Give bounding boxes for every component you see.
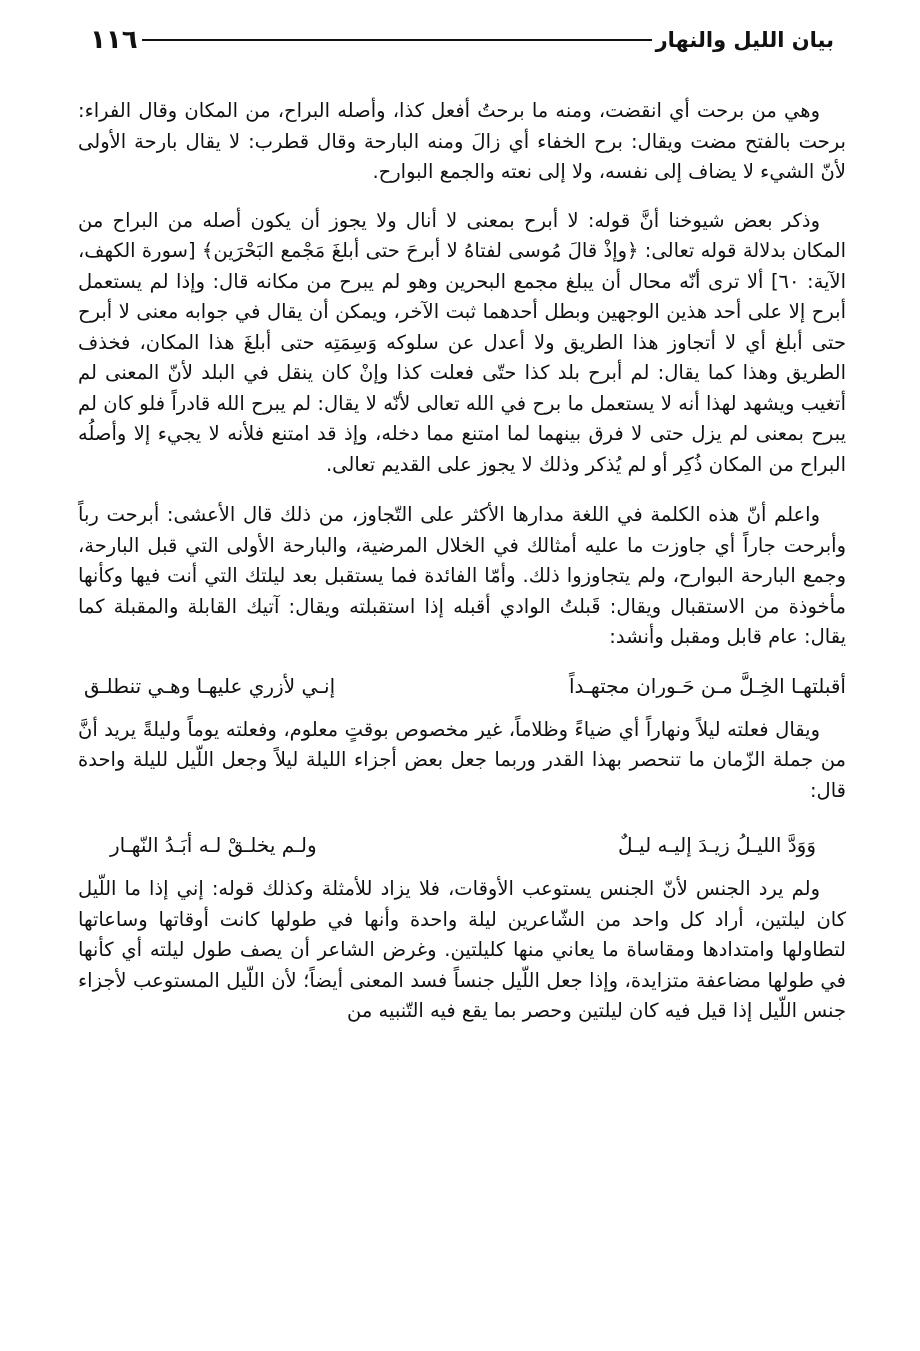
verse-2-second-hemistich: ولـم يخلـقْ لـه أبَـدُ النّهـار — [110, 833, 317, 857]
paragraph-5: ولم يرد الجنس لأنّ الجنس يستوعب الأوقات، فلا يزاد للأمثلة وكذلك قوله: إني إذا ما اللّيل كان ليلتين، أراد كل واحد من الشّاعرين ليلة واحدة وأنها في طولها كانت أوقاتها وساعاتها لتطاولها وامتدادها ومقاساة ما يعاني منها كليلتين. وغرض الشاعر أن يصف طول ليلته أي كأنها في طولها مضاعفة متزايدة، وإذا جعل اللّيل جنساً فسد المعنى أيضاً؛ لأن اللّيل المستوعب لأجزاء جنس اللّيل إذا قيل فيه كان ليلتين وحصر بما يقع فيه التّنبيه من — [78, 877, 846, 1022]
paragraph-3: واعلم أنّ هذه الكلمة في اللغة مدارها الأكثر على التّجاوز، من ذلك قال الأعشى: أبرحت رباً وأبرحت جاراً أي جاوزت ما عليه أمثالك في الخلال المرضية، والبارحة الأولى التي قبل البارحة، وجمع البارحة البوارح، ولم يتجاوزوا ذلك. وأمّا الفائدة فما يستقبل بعد ليلتك التي أنت فيها وكأنها مأخوذة من الاستقبال ويقال: قَبلتُ الوادي أقبله إذا استقبلته ويقال: آتيك القابلة والمقبلة كما يقال: عام قابل ومقبل وأنشد: — [78, 503, 846, 648]
paragraph-1: وهي من برحت أي انقضت، ومنه ما برحتُ أفعل كذا، وأصله البراح، من المكان وقال الفراء: برحت بالفتح مضت ويقال: برح الخفاء أي زالَ ومنه البارحة وقال قطرب: لا يقال بارحة الأولى لأنّ الشيء لا يضاف إلى نفسه، ولا إلى نعته والجمع البوارح. — [78, 99, 846, 183]
verse-1-first-hemistich: أقبلتهـا الخِـلَّ مـن حَـوران مجتهـداً — [568, 673, 846, 698]
paragraph-4: ويقال فعلته ليلاً ونهاراً أي ضياءً وظلاماً، غير مخصوص بوقتٍ معلوم، وفعلته يوماً وليلةً يريد أنَّ من جملة الزّمان ما تنحصر بهذا القدر وربما جعل بعض أجزاء الليلة ليلاً وجعل اللّيل لليلة واحدة قال: — [78, 717, 846, 802]
running-header-title: بيان الليل والنهار — [655, 28, 834, 52]
body-text — [78, 96, 846, 1027]
paragraph-2: وذكر بعض شيوخنا أنَّ قوله: لا أبرح بمعنى لا أنال ولا يجوز أن يكون أصله من البراح من المكان بدلالة قوله تعالى: ﴿وإذْ قالَ مُوسى لفتاهُ لا أبرحَ حتى أبلغَ مَجْمع البَحْرَين﴾ [سورة الكهف، الآية: ٦٠] ألا ترى أنّه محال أن يبلغ مجمع البحرين وهو لم يبرح من مكانه قال: وإذا لم يستعمل أبرح إلا على أحد هذين الوجهين وبطل أحدهما ثبت الآخر، ويمكن أن يقال في جوابه معنى لا أبرح حتى أبلغ أي لا أتجاوز هذا الطريق ولا أعدل عن سلوكه وَسِمَتِه حتى أبلغَ هذا المكان، فخذف الطريق وهذا كما يقال: لم أبرح بلد كذا حتّى فعلت كذا وإنْ كان ينقل في البلد لأنّ المعنى لم أتغيب ويشهد لهذا أنه لا يستعمل ما برح في الله تعالى لأنّه لا يقال: لم يبرح الله قادراً فلو كان لم يبرح بمعنى لم يزل حتى لا فرق بينهما لما امتنع مما دخله، وإذ قد امتنع فلأنه لا يجيء إلا وأصلُه البراح من المكان ذُكِر أو لم يُذكر وذلك لا يجوز على القديم تعالى. — [78, 208, 846, 476]
verse-2 — [78, 830, 846, 860]
running-header — [78, 18, 846, 62]
verse-1-second-hemistich: إنـي لأزري عليهـا وهـي تنطلـق — [84, 673, 336, 698]
verse-1 — [78, 671, 846, 701]
header-rule — [142, 39, 652, 41]
page-number: ١١٦ — [90, 25, 138, 55]
verse-2-first-hemistich: وَوَدَّ الليـلُ زيـدَ إليـه ليـلٌ — [618, 833, 816, 857]
